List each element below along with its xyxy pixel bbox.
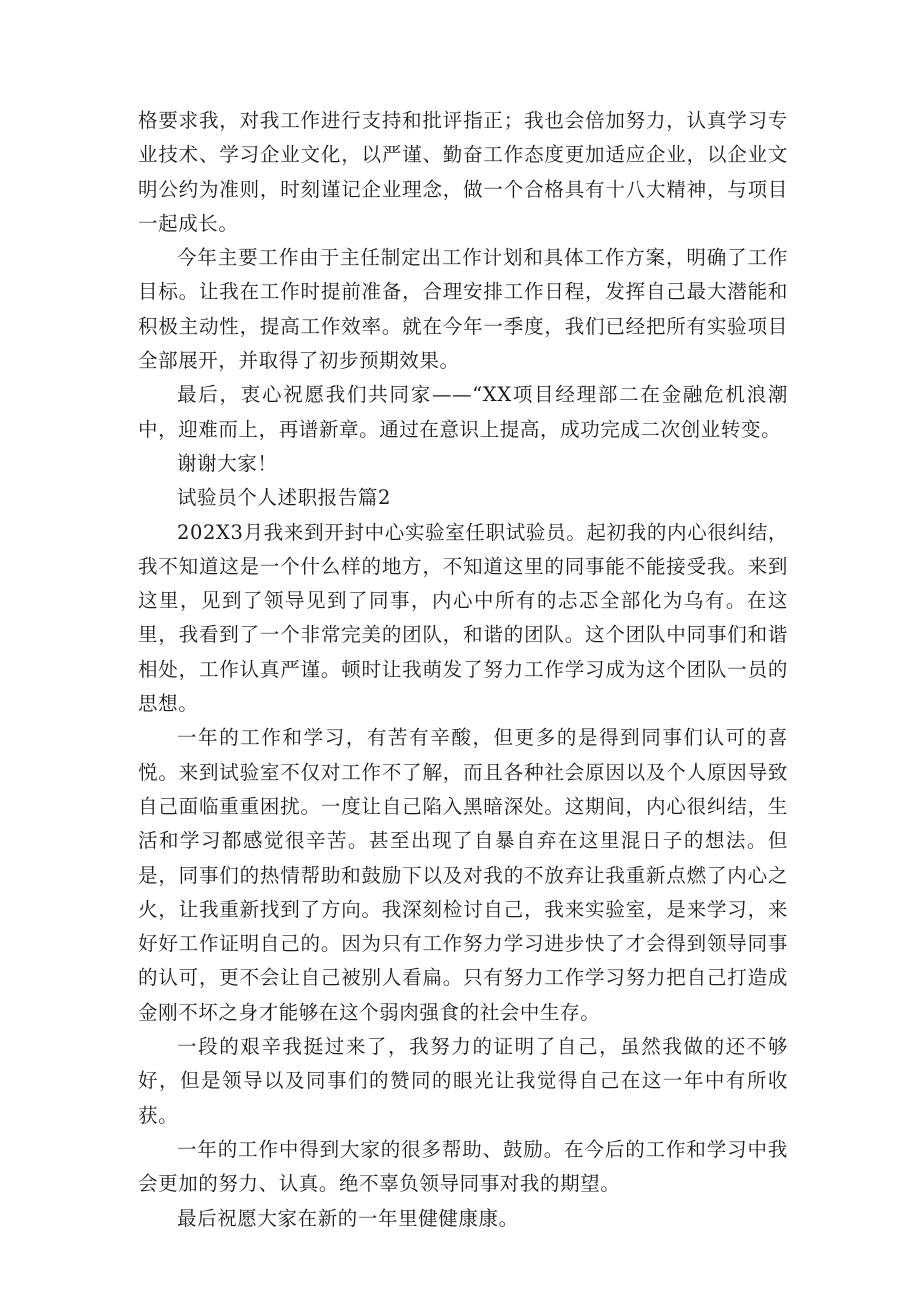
paragraph-arrival: 202X3月我来到开封中心实验室任职试验员。起初我的内心很纠结，我不知道这是一个什么样的地方，不知道这里的同事能不能接受我。来到这里，见到了领导见到了同事，内心中所有的忐忑全部化为乌有。在这里，我看到了一个非常完美的团队，和谐的团队。这个团队中同事们和谐相处，工作认真严谨。顿时让我萌发了努力工作学习成为这个团队一员的思想。 — [138, 520, 788, 716]
document-page — [138, 104, 788, 1236]
paragraph-thanks: 谢谢大家！ — [177, 451, 278, 475]
paragraph-continuation: 格要求我，对我工作进行支持和批评指正；我也会倍加努力，认真学习专业技术、学习企业文化，以严谨、勤奋工作态度更加适应企业，以企业文明公约为准则，时刻谨记企业理念，做一个合格具有十八大精神，与项目一起成长。 — [138, 109, 788, 235]
paragraph-work-plan: 今年主要工作由于主任制定出工作计划和具体工作方案，明确了工作目标。让我在工作时提前准备，合理安排工作日程，发挥自己最大潜能和积极主动性，提高工作效率。就在今年一季度，我们已经把所有实验项目全部展开，并取得了初步预期效果。 — [138, 246, 788, 373]
paragraph-closing-wish: 最后，衷心祝愿我们共同家——“XX项目经理部二在金融危机浪潮中，迎难而上，再谱新章。通过在意识上提高，成功完成二次创业转变。 — [138, 383, 788, 441]
paragraph-final-wish: 最后祝愿大家在新的一年里健健康康。 — [177, 1206, 519, 1230]
paragraph-future: 一年的工作中得到大家的很多帮助、鼓励。在今后的工作和学习中我会更加的努力、认真。绝不辜负领导同事对我的期望。 — [138, 1137, 788, 1196]
section-title: 试验员个人述职报告篇2 — [177, 486, 392, 510]
paragraph-year-review: 一年的工作和学习，有苦有辛酸，但更多的是得到同事们认可的喜悦。来到试验室不仅对工作不了解，而且各种社会原因以及个人原因导致自己面临重重困扰。一度让自己陷入黑暗深处。这期间，内心很纠结，生活和学习都感觉很辛苦。甚至出现了自暴自弃在这里混日子的想法。但是，同事们的热情帮助和鼓励下以及对我的不放弃让我重新点燃了内心之火，让我重新找到了方向。我深刻检讨自己，我来实验室，是来学习，来好好工作证明自己的。因为只有工作努力学习进步快了才会得到领导同事的认可，更不会让自己被别人看扁。只有努力工作学习努力把自己打造成金刚不坏之身才能够在这个弱肉强食的社会中生存。 — [138, 726, 788, 1024]
paragraph-hardship: 一段的艰辛我挺过来了，我努力的证明了自己，虽然我做的还不够好，但是领导以及同事们的赞同的眼光让我觉得自己在这一年中有所收获。 — [138, 1035, 788, 1127]
